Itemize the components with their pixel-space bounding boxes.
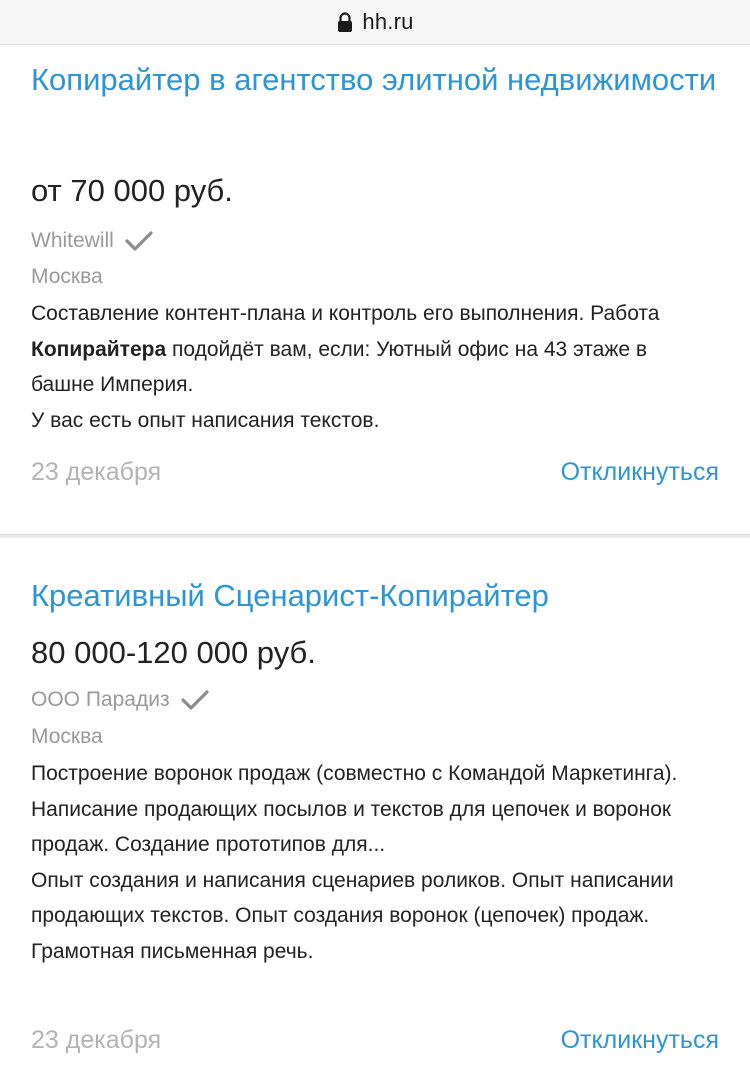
vacancy-description [31,296,711,438]
vacancy-requirements: У вас есть опыт написания текстов. [31,408,380,432]
vacancy-title-link[interactable]: Копирайтер в агентство элитной недвижимости [31,62,717,97]
company-name[interactable]: ООО Парадиз [31,688,170,711]
vacancy-description [31,756,711,969]
vacancy-city: Москва [31,725,103,748]
vacancy-salary: от 70 000 руб. [31,173,233,208]
vacancy-card [0,538,750,1092]
respond-button[interactable]: Откликнуться [560,458,719,486]
respond-button[interactable]: Откликнуться [560,1026,719,1054]
vacancy-card [0,44,750,534]
browser-address-bar[interactable] [0,0,750,45]
company-name[interactable]: Whitewill [31,229,114,252]
vacancy-requirements: Опыт создания и написания сценариев роликов. Опыт написании продающих текстов. Опыт создания воронок (цепочек) продаж. Грамотная письменная речь. [31,868,674,963]
highlight-keyword: Копирайтера [31,337,167,361]
vacancy-date: 23 декабря [31,458,162,486]
vacancy-title-link[interactable]: Креативный Сценарист-Копирайтер [31,578,549,613]
url-text: hh.ru [362,9,414,34]
company-name-row [31,226,154,256]
company-name-row [31,685,210,715]
checkmark-icon [124,229,154,253]
vacancy-city: Москва [31,265,103,288]
checkmark-icon [180,688,210,712]
vacancy-duties: Построение воронок продаж (совместно с Командой Маркетинга). Написание продающих посылов и текстов для цепочек и воронок продаж. Создание прототипов для... [31,762,678,856]
vacancy-duties: Составление контент-плана и контроль его выполнения. Работа Копирайтера подойдёт вам, если: Уютный офис на 43 этаже в башне Империя. [31,302,660,396]
lock-icon [336,12,354,32]
vacancy-date: 23 декабря [31,1026,162,1054]
vacancy-salary: 80 000-120 000 руб. [31,635,316,670]
